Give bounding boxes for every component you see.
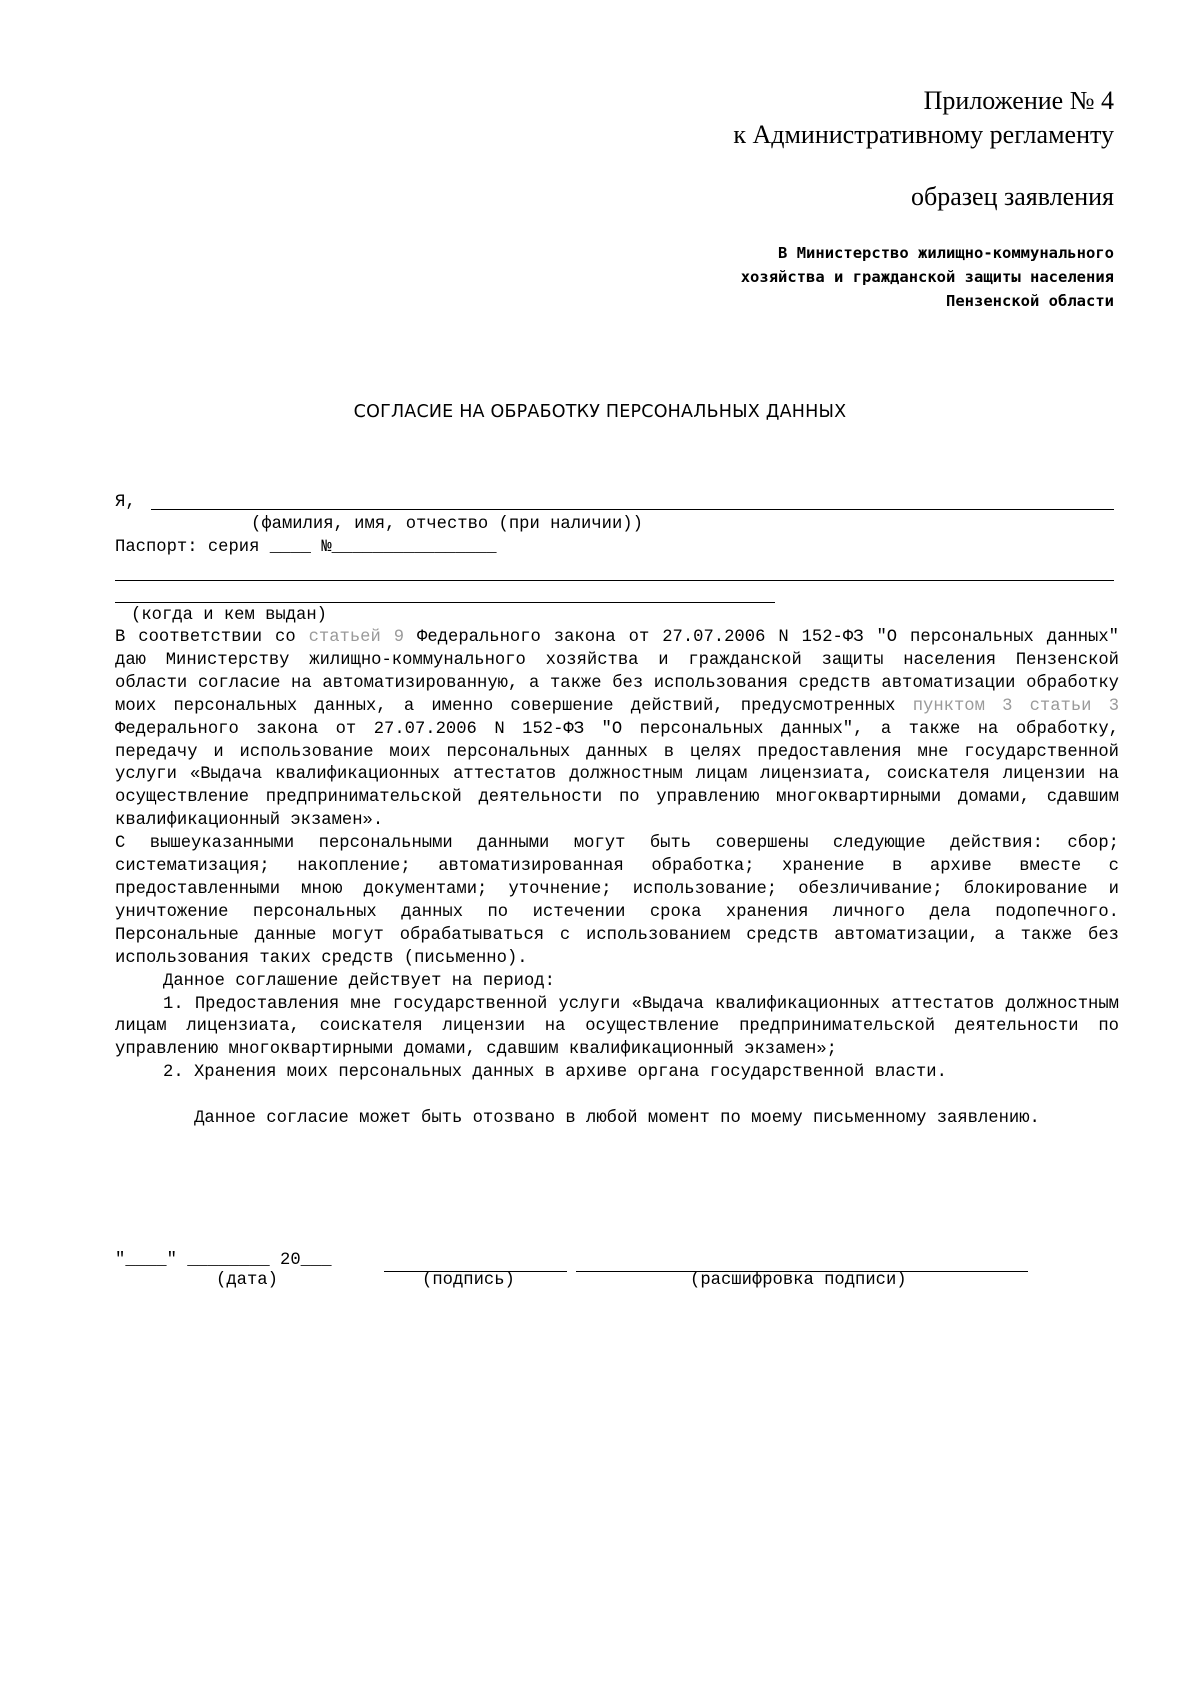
passport-line[interactable]: Паспорт: серия ____ №________________ (115, 538, 497, 557)
p1-text-c: Федерального закона от 27.07.2006 N 152-ФЗ "О персональных данных", а также на обработку, передачу и использование моих персональных данных в целях предоставления мне государственной услуги «Выдача квалификационных аттестатов должностным лицам лицензиата, соискателя лицензии на осуществление предпринимательской деятельности по управлению многоквартирными домами, сдавшим квалификационный экзамен». (115, 719, 1119, 831)
consent-period-intro: Данное соглашение действует на период: (163, 971, 555, 991)
i-label: Я, (115, 493, 136, 512)
addressee-line-2: хозяйства и гражданской защиты населения (740, 268, 1114, 286)
signature-caption: (подпись) (422, 1271, 515, 1290)
addressee-line-3: Пензенской области (946, 292, 1114, 310)
consent-closing: Данное согласие может быть отозвано в любой момент по моему письменному заявлению. (194, 1109, 1040, 1129)
consent-body (115, 627, 1119, 1131)
date-fill-line[interactable]: "____" ________ 20___ (115, 1251, 332, 1270)
law-clause-link: пунктом 3 статьи 3 (912, 696, 1120, 716)
name-fill-line[interactable] (151, 509, 1114, 510)
spacer (115, 1085, 1119, 1108)
addressee-block (741, 241, 1114, 313)
document-title: СОГЛАСИЕ НА ОБРАБОТКУ ПЕРСОНАЛЬНЫХ ДАННЫХ (353, 402, 847, 422)
law-article-link: статьей 9 (308, 628, 405, 647)
consent-paragraph-2: С вышеуказанными персональными данными могут быть совершены следующие действия: сбор; систематизация; накопление; автоматизированная обработка; хранение в архиве вместе с предоставленными мною документами; уточнение; использование; обезличивание; блокирование и уничтожение персональных данных по истечении срока хранения личного дела подопечного. Персональные данные могут обрабатываться с использованием средств автоматизации, а также без использования таких средств (письменно). (115, 834, 1119, 968)
passport-issued-fill-line[interactable] (115, 580, 1114, 581)
passport-issued-fill-line-2[interactable] (115, 602, 775, 603)
addressee-line-1: В Министерство жилищно-коммунального (778, 244, 1114, 262)
appendix-header (733, 84, 1114, 152)
p1-text-a: В соответствии со (115, 628, 309, 647)
date-caption: (дата) (216, 1271, 278, 1290)
consent-paragraph-1 (115, 627, 1119, 833)
appendix-number: Приложение № 4 (923, 86, 1114, 115)
p1-text-b: Федерального закона от 27.07.2006 N 152-ФЗ "О персональных данных" даю Министерству жилищно-коммунального хозяйства и гражданской защиты населения Пензенской области согласие на автоматизированную, а также без использования средств автоматизации обработку моих персональных данных, а именно совершение действий, предусмотренных (115, 628, 1119, 716)
consent-period-item-2: 2. Хранения моих персональных данных в архиве органа государственной власти. (163, 1063, 947, 1083)
appendix-reference: к Административному регламенту (733, 120, 1114, 149)
name-caption: (фамилия, имя, отчество (при наличии)) (251, 515, 643, 534)
sample-label: образец заявления (911, 182, 1114, 211)
signature-decode-caption: (расшифровка подписи) (690, 1271, 907, 1290)
consent-period-item-1: 1. Предоставления мне государственной услуги «Выдача квалификационных аттестатов должностным лицам лицензиата, соискателя лицензии на осуществление предпринимательской деятельности по управлению многоквартирными домами, сдавшим квалификационный экзамен»; (115, 994, 1119, 1060)
issued-caption: (когда и кем выдан) (131, 606, 327, 625)
